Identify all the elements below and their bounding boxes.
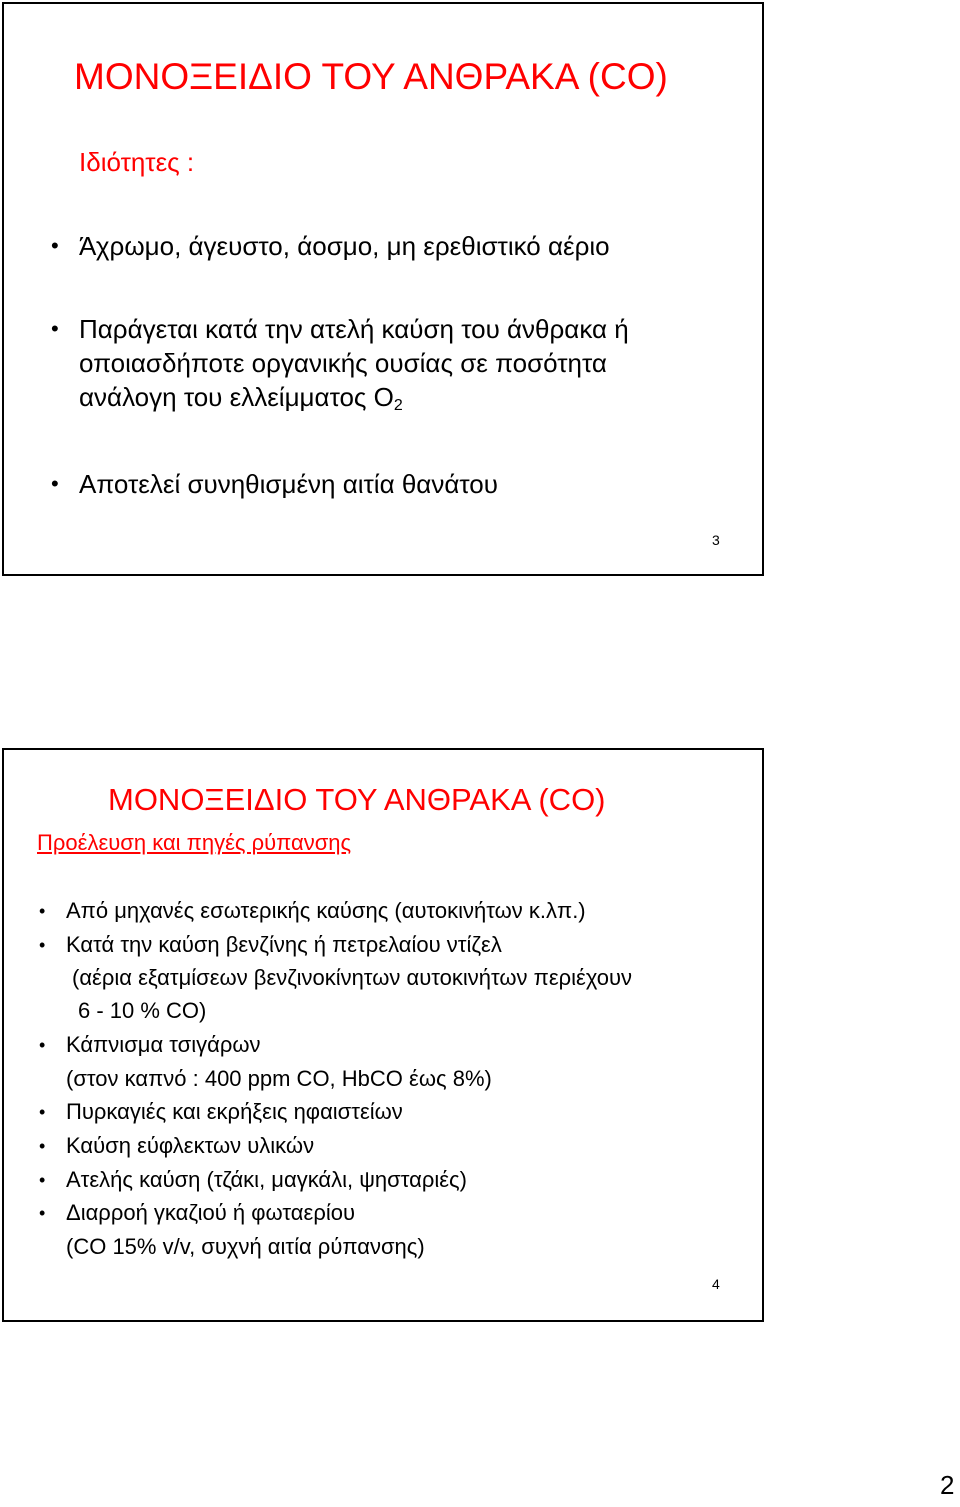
slide-title: ΜΟΝΟΞΕΙΔΙΟ ΤΟΥ ΑΝΘΡΑΚΑ (CO) (108, 782, 606, 817)
document-page-number: 2 (940, 1470, 955, 1500)
slide-3 (2, 2, 764, 576)
bullet-continuation: (αέρια εξατμίσεων βενζινοκίνητων αυτοκινήτων περιέχουν (72, 965, 633, 990)
slide-subtitle: Ιδιότητες : (79, 147, 195, 177)
bullet-item (79, 467, 498, 501)
subscript: 2 (393, 397, 403, 414)
bullet-text: Παράγεται κατά την ατελή καύση του άνθρακα ή (79, 314, 629, 344)
bullet-item: • Κάπνισμα τσιγάρων (66, 1031, 261, 1059)
bullet-item (79, 229, 610, 263)
bullet-text: Αποτελεί συνηθισμένη αιτία θανάτου (79, 469, 498, 499)
slide-page-number: 4 (712, 1276, 720, 1292)
bullet-item: • Διαρροή γκαζιού ή φωταερίου (66, 1199, 355, 1227)
bullet-continuation: (στον καπνό : 400 ppm CO, HbCO έως 8%) (66, 1066, 492, 1091)
slide-subtitle: Προέλευση και πηγές ρύπανσης (37, 830, 352, 855)
bullet-item: • Από μηχανές εσωτερικής καύσης (αυτοκινήτων κ.λπ.) (66, 897, 586, 925)
bullet-item: • Κατά την καύση βενζίνης ή πετρελαίου ντίζελ (66, 931, 502, 959)
bullet-continuation: 6 - 10 % CO) (78, 998, 207, 1023)
bullet-continuation: (CO 15% v/v, συχνή αιτία ρύπανσης) (66, 1234, 425, 1259)
bullet-item: • Ατελής καύση (τζάκι, μαγκάλι, ψησταριές) (66, 1166, 467, 1194)
bullet-continuation: οποιασδήποτε οργανικής ουσίας σε ποσότητα (79, 348, 607, 378)
slide-page-number: 3 (712, 532, 720, 548)
slide-4 (2, 748, 764, 1322)
bullet-item: • Καύση εύφλεκτων υλικών (66, 1132, 314, 1160)
bullet-item (79, 312, 629, 346)
slide-title: ΜΟΝΟΞΕΙΔΙΟ ΤΟΥ ΑΝΘΡΑΚΑ (CO) (74, 56, 668, 97)
bullet-item: • Πυρκαγιές και εκρήξεις ηφαιστείων (66, 1098, 403, 1126)
bullet-text: Άχρωμο, άγευστο, άοσμο, μη ερεθιστικό αέριο (79, 231, 610, 261)
bullet-continuation: ανάλογη του ελλείμματος $O_2$ (79, 382, 403, 414)
